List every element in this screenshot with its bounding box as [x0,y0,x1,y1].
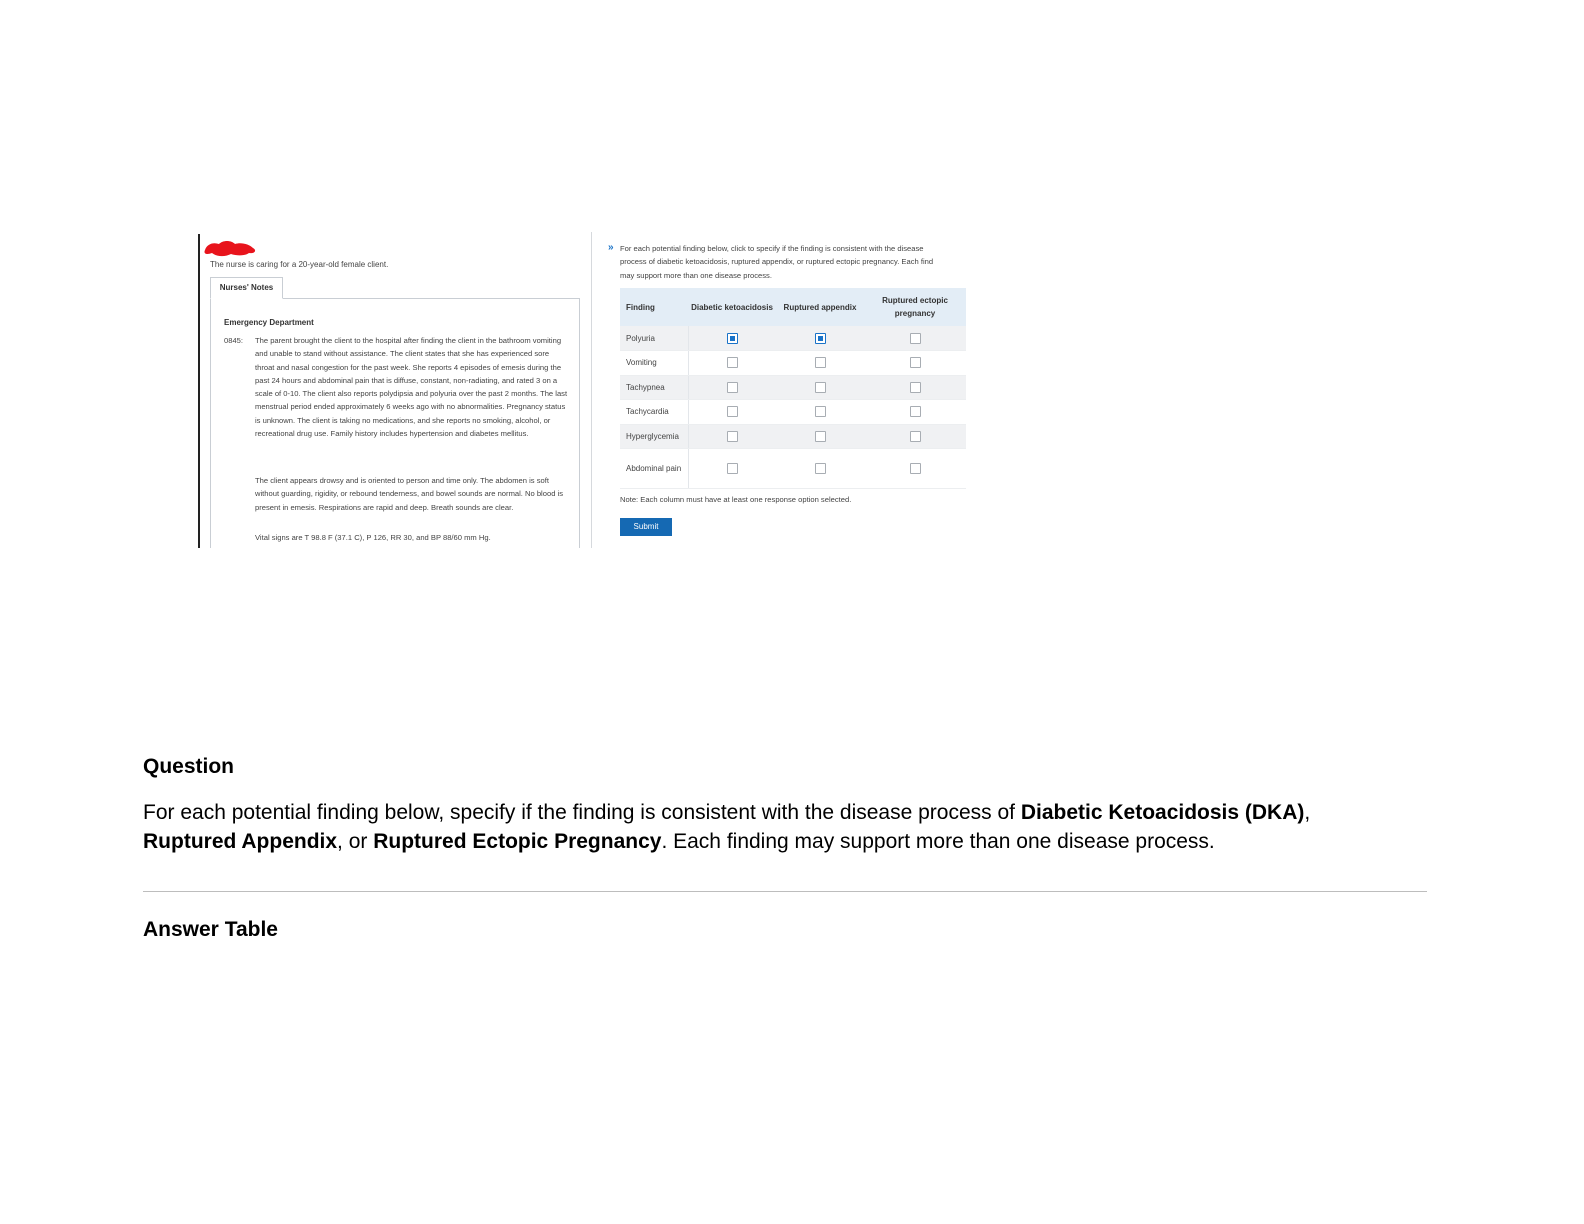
table-row [620,375,966,400]
checkbox-cell [688,326,776,351]
checkbox[interactable] [727,333,738,344]
table-row [620,326,966,351]
question-text: For each potential finding below, specify if the finding is consistent with the disease process of Diabetic Ketoacidosis (DKA), Ruptured Appendix, or Ruptured Ectopic Pregnancy. Each finding may support more than one disease process. [143,801,1311,853]
submit-button[interactable]: Submit [620,518,672,536]
table-row [620,400,966,425]
finding-label: Abdominal pain [620,449,688,489]
checkbox-cell [776,424,864,449]
question-panel [591,232,968,548]
checkbox[interactable] [815,463,826,474]
checkbox[interactable] [727,406,738,417]
section-title: Emergency Department [224,318,314,327]
column-header: Ruptured appendix [776,288,864,326]
findings-table [620,288,966,489]
left-border [198,234,200,548]
finding-label: Tachycardia [620,400,688,425]
checkbox[interactable] [727,463,738,474]
checkbox[interactable] [910,431,921,442]
checkbox-cell [688,375,776,400]
checkbox[interactable] [815,357,826,368]
finding-label: Vomiting [620,351,688,376]
table-row [620,449,966,489]
question-heading: Question [143,755,235,778]
checkbox[interactable] [727,382,738,393]
checkbox-cell [688,449,776,489]
exam-screenshot [198,232,968,548]
answer-heading: Answer Table [143,918,278,941]
finding-label: Hyperglycemia [620,424,688,449]
checkbox[interactable] [815,382,826,393]
instruction-text: For each potential finding below, click to specify if the finding is consistent with the disease process of diabetic ketoacidosis, ruptured appendix, or ruptured ectopic pregnancy. Each find may support more than one disease process. [620,244,934,280]
divider [143,891,1427,892]
chevron-right-icon: » [608,242,614,253]
checkbox-cell [864,424,966,449]
checkbox[interactable] [815,406,826,417]
vital-signs: Vital signs are T 98.8 F (37.1 C), P 126, RR 30, and BP 88/60 mm Hg. [255,533,491,542]
checkbox-cell [776,400,864,425]
redaction-mark [203,238,257,258]
note-time: 0845: [224,336,244,345]
checkbox[interactable] [727,357,738,368]
finding-label: Tachypnea [620,375,688,400]
checkbox[interactable] [910,357,921,368]
table-row [620,351,966,376]
checkbox-cell [688,400,776,425]
checkbox-cell [776,375,864,400]
column-header: Ruptured ectopic pregnancy [864,288,966,326]
checkbox[interactable] [727,431,738,442]
checkbox-cell [776,351,864,376]
checkbox-cell [776,449,864,489]
column-header: Finding [620,288,688,326]
table-row [620,424,966,449]
checkbox[interactable] [910,463,921,474]
case-intro: The nurse is caring for a 20-year-old female client. [210,260,389,269]
checkbox[interactable] [815,431,826,442]
note-paragraph: The parent brought the client to the hospital after finding the client in the bathroom vomiting and unable to stand without assistance. The client states that she has experienced sore throat and nasal congestion for the past week. She reports 4 episodes of emesis during the past 24 hours and abdominal pain that is diffuse, constant, non-radiating, and rated 3 on a scale of 0-10. The client also reports polydipsia and polyuria over the past 2 months. The last menstrual period ended approximately 6 weeks ago with no abnormalities. Pregnancy status is unknown. The client is taking no medications, and she reports no smoking, alcohol, or recreational drug use. Family history includes hypertension and diabetes mellitus. [255,336,568,439]
checkbox-cell [864,351,966,376]
checkbox-cell [688,351,776,376]
checkbox[interactable] [910,406,921,417]
checkbox[interactable] [815,333,826,344]
tab-nurses-notes[interactable]: Nurses' Notes [210,277,283,299]
checkbox-cell [864,400,966,425]
checkbox-cell [864,326,966,351]
checkbox[interactable] [910,382,921,393]
checkbox[interactable] [910,333,921,344]
column-header: Diabetic ketoacidosis [688,288,776,326]
checkbox-cell [864,449,966,489]
checkbox-cell [864,375,966,400]
selection-note: Note: Each column must have at least one response option selected. [620,495,852,504]
table-header-row [620,288,966,326]
checkbox-cell [688,424,776,449]
checkbox-cell [776,326,864,351]
finding-label: Polyuria [620,326,688,351]
note-paragraph: The client appears drowsy and is oriented to person and time only. The abdomen is soft without guarding, rigidity, or rebound tenderness, and bowel sounds are normal. No blood is present in emesis. Respirations are rapid and deep. Breath sounds are clear. [255,476,564,512]
